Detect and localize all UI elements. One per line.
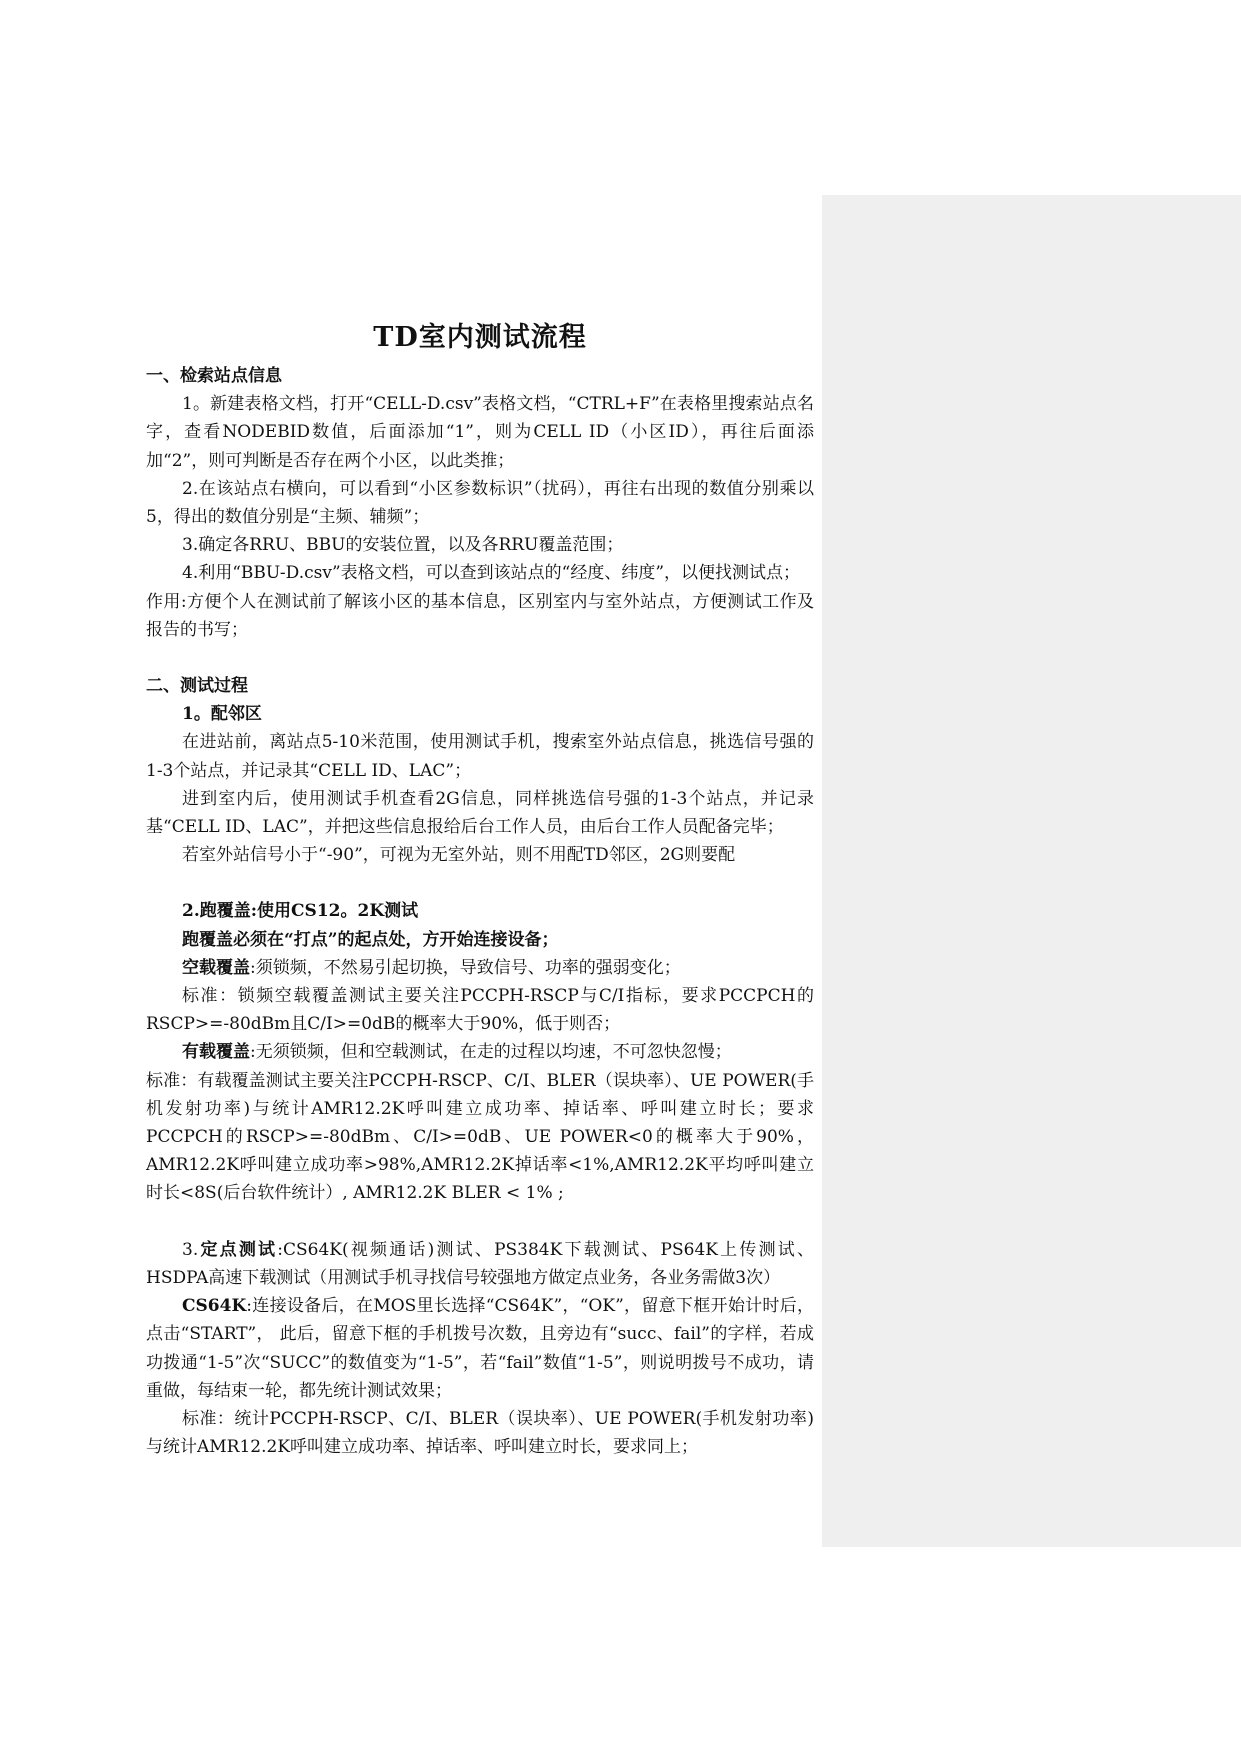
sub3-text: :CS64K(视频通话)测试、PS384K下载测试、PS64K上传测试、HSDPA高速下载测试（用测试手机寻找信号较强地方做定点业务，各业务需做3次） xyxy=(146,1239,814,1288)
sub2-heading: 2.跑覆盖:使用CS12。2K测试 xyxy=(182,901,419,922)
load-coverage-standard: 标准：有载覆盖测试主要关注PCCPH-RSCP、C/I、BLER（误块率）、UE POWER(手机发射功率)与统计AMR12.2K呼叫建立成功率、掉话率、呼叫建立时长；要求PCCPCH的RSCP>=-80dBm、C/I>=0dB、UE POWER<0的概率大于90%，AMR12.2K呼叫建立成功率>98%,AMR12.2K掉话率<1%,AMR12.2K平均呼叫建立时长<8S(后台软件统计）, AMR12.2K BLER < 1% ; xyxy=(146,1070,814,1204)
cs64k-para xyxy=(146,1292,814,1405)
cs64k-text: :连接设备后，在MOS里长选择“CS64K”，“OK”，留意下框开始计时后，点击“START”， 此后，留意下框的手机拨号次数，且旁边有“succ、fail”的字样，若成功拨通“1-5”次“SUCC”的数值变为“1-5”，若“fail”数值“1-5”，则说明拨号不成功，请重做，每结束一轮，都先统计测试效果； xyxy=(146,1296,814,1401)
sub1-heading: 1。配邻区 xyxy=(182,704,262,725)
section-2-heading: 二、测试过程 xyxy=(146,676,248,697)
comment-pane xyxy=(822,195,1241,1547)
document-title: TD室内测试流程 xyxy=(373,322,587,353)
sub2-note: 跑覆盖必须在“打点”的起点处，方开始连接设备； xyxy=(182,929,559,950)
idle-coverage-label: 空载覆盖 xyxy=(182,957,250,978)
sec1-para-2: 2.在该站点右横向，可以看到“小区参数标识”（扰码），再往右出现的数值分别乘以5，得出的数值分别是“主频、辅频”； xyxy=(146,478,814,528)
sec1-purpose: 作用:方便个人在测试前了解该小区的基本信息，区别室内与室外站点，方便测试工作及报告的书写； xyxy=(146,591,814,640)
sec1-para-3: 3.确定各RRU、BBU的安装位置，以及各RRU覆盖范围； xyxy=(182,535,624,556)
idle-coverage-text: :须锁频，不然易引起切换，导致信号、功率的强弱变化； xyxy=(250,957,681,978)
sub3-standard: 标准：统计PCCPH-RSCP、C/I、BLER（误块率）、UE POWER(手机发射功率)与统计AMR12.2K呼叫建立成功率、掉话率、呼叫建立时长，要求同上； xyxy=(146,1408,814,1458)
load-coverage-text: :无须锁频，但和空载测试，在走的过程以均速，不可忽快忽慢； xyxy=(250,1042,732,1063)
section-1-heading: 一、检索站点信息 xyxy=(146,366,282,386)
sub1-para-2: 进到室内后，使用测试手机查看2G信息，同样挑选信号强的1-3个站点，并记录基“CELL ID、LAC”，并把这些信息报给后台工作人员，由后台工作人员配备完毕； xyxy=(146,788,814,838)
sec1-para-1: 1。新建表格文档，打开“CELL-D.csv”表格文档，“CTRL+F”在表格里搜索站点名字，查看NODEBID数值，后面添加“1”，则为CELL ID（小区ID），再往后面添加“2”，则可判断是否存在两个小区，以此类推； xyxy=(146,394,814,471)
cs64k-label: CS64K xyxy=(182,1296,247,1317)
load-coverage-para xyxy=(146,1038,814,1066)
sub3-label: 定点测试 xyxy=(198,1239,278,1260)
sub1-para-3: 若室外站信号小于“-90”，可视为无室外站，则不用配TD邻区，2G则要配 xyxy=(182,845,736,866)
document-body xyxy=(146,318,814,1461)
sec1-para-4: 4.利用“BBU-D.csv”表格文档，可以查到该站点的“经度、纬度”，以便找测试点； xyxy=(182,563,801,584)
load-coverage-label: 有载覆盖 xyxy=(182,1042,250,1063)
sub3-num: 3. xyxy=(182,1239,199,1260)
sub1-para-1: 在进站前，离站点5-10米范围，使用测试手机，搜索室外站点信息，挑选信号强的1-3个站点，并记录其“CELL ID、LAC”； xyxy=(146,732,814,781)
idle-coverage-para xyxy=(146,954,814,982)
sub3-para xyxy=(146,1236,814,1292)
idle-coverage-standard: 标准：锁频空载覆盖测试主要关注PCCPH-RSCP与C/I指标，要求PCCPCH的RSCP>=-80dBm且C/I>=0dB的概率大于90%，低于则否； xyxy=(146,986,814,1035)
